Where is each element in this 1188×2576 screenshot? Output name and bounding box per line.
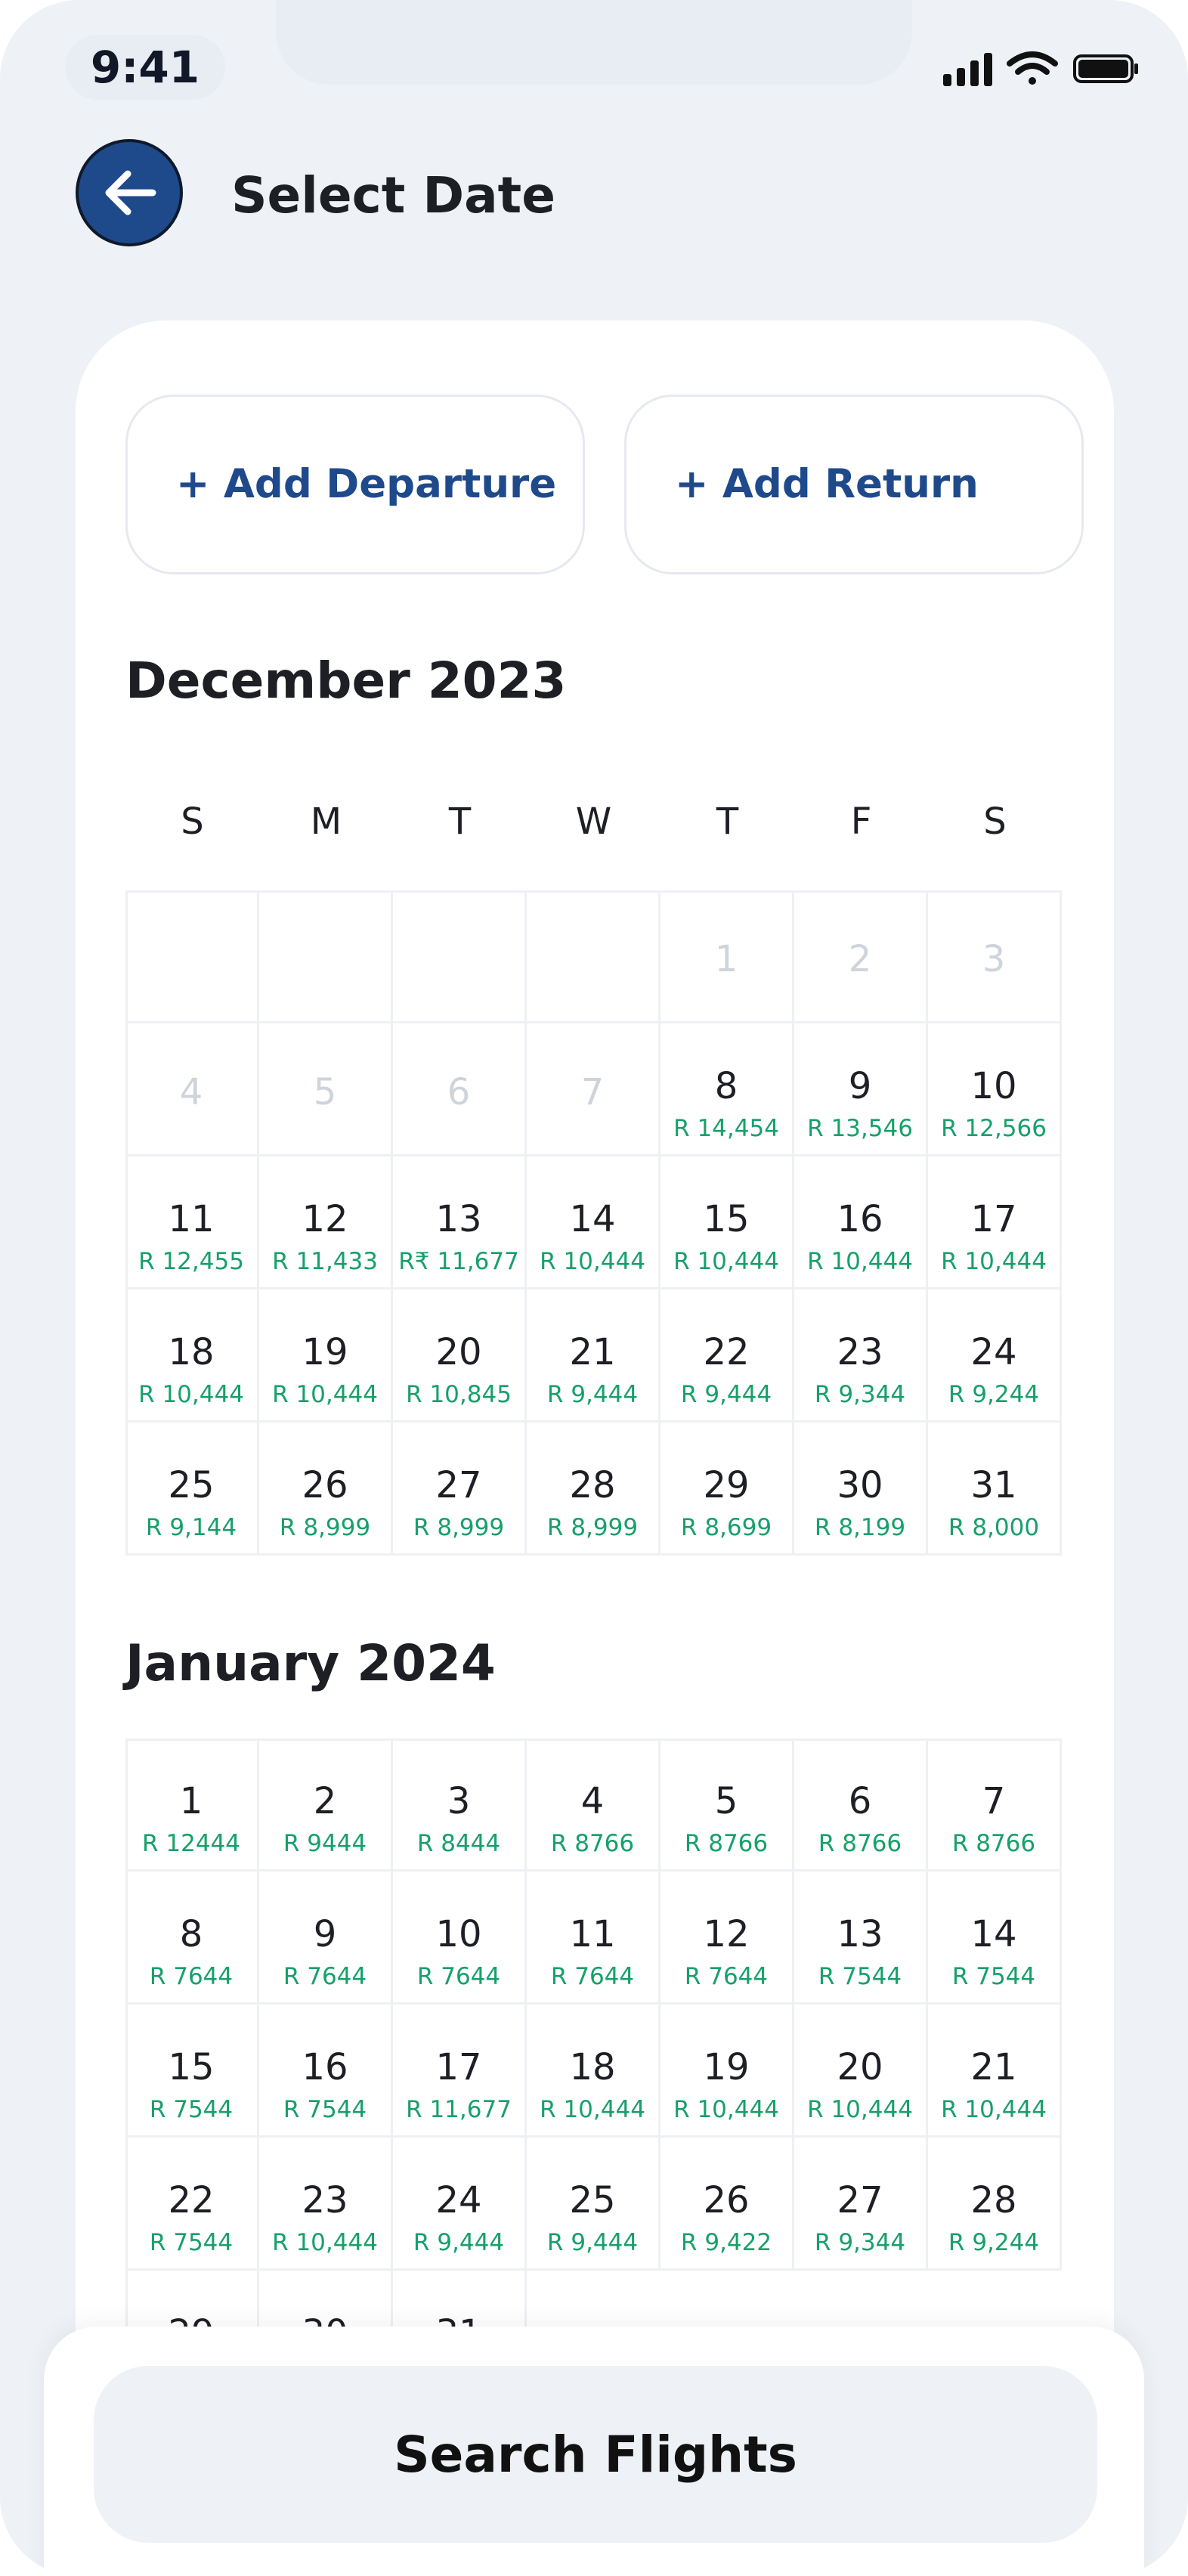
calendar-day-cell[interactable] xyxy=(794,2138,928,2271)
day-price: R 14,454 xyxy=(673,1115,779,1142)
day-number: 5 xyxy=(313,1071,337,1113)
day-price: R 12444 xyxy=(141,1830,240,1857)
calendar-day-cell[interactable] xyxy=(393,1738,527,1872)
day-number: 28 xyxy=(970,2179,1017,2221)
device-notch xyxy=(276,0,912,85)
day-price: R 7644 xyxy=(149,1963,234,1990)
day-number: 24 xyxy=(970,1331,1017,1373)
day-number: 27 xyxy=(435,1464,482,1506)
day-number: 24 xyxy=(435,2179,482,2221)
battery-icon xyxy=(1075,56,1138,82)
calendar-day-cell[interactable] xyxy=(527,1156,661,1290)
day-price: R 9,344 xyxy=(814,2229,906,2256)
calendar-empty-cell xyxy=(259,890,393,1023)
day-price: R 10,444 xyxy=(540,1248,645,1275)
day-price: R 8766 xyxy=(684,1830,769,1857)
day-number: 21 xyxy=(970,2046,1017,2088)
day-price: R 7644 xyxy=(550,1963,635,1990)
calendar-day-cell[interactable] xyxy=(794,2005,928,2138)
day-price: R 10,444 xyxy=(807,1248,913,1275)
day-number: 22 xyxy=(168,2179,215,2221)
day-price: R 9,444 xyxy=(546,2229,639,2256)
calendar-day-cell xyxy=(125,1023,259,1156)
calendar-day-cell[interactable] xyxy=(794,1290,928,1423)
day-number: 17 xyxy=(435,2046,482,2088)
calendar-day-cell[interactable] xyxy=(928,1738,1062,1872)
day-price: R 8,999 xyxy=(279,1514,371,1541)
day-price: R 7544 xyxy=(149,2096,234,2123)
calendar-day-cell xyxy=(661,890,794,1023)
day-price: R 10,444 xyxy=(941,2096,1047,2123)
day-number: 30 xyxy=(837,1464,883,1506)
calendar-day-cell[interactable] xyxy=(125,1290,259,1423)
calendar-day-cell[interactable] xyxy=(527,1738,661,1872)
calendar-day-cell[interactable] xyxy=(661,2005,794,2138)
calendar-day-cell[interactable] xyxy=(661,1872,794,2005)
day-price: R 7544 xyxy=(818,1963,902,1990)
calendar-day-cell[interactable] xyxy=(928,1423,1062,1556)
day-price: R 10,444 xyxy=(272,1381,378,1408)
calendar-day-cell[interactable] xyxy=(125,1872,259,2005)
wifi-icon xyxy=(1010,54,1055,85)
day-number: 21 xyxy=(569,1331,616,1373)
day-price: R 9,422 xyxy=(680,2229,772,2256)
day-price: R 11,677 xyxy=(406,2096,512,2123)
day-price: R 10,444 xyxy=(941,1248,1047,1275)
day-number: 7 xyxy=(982,1780,1006,1822)
day-number: 10 xyxy=(970,1065,1017,1107)
day-price: R 10,444 xyxy=(272,2229,378,2256)
day-number: 13 xyxy=(837,1913,883,1955)
day-number: 22 xyxy=(703,1331,750,1373)
calendar-day-cell[interactable] xyxy=(928,2138,1062,2271)
day-price: R 10,845 xyxy=(406,1381,512,1408)
calendar-day-cell[interactable] xyxy=(393,1423,527,1556)
calendar-day-cell[interactable] xyxy=(527,1872,661,2005)
day-number: 10 xyxy=(435,1913,482,1955)
day-price: R 11,433 xyxy=(272,1248,378,1275)
day-number: 8 xyxy=(179,1913,203,1955)
day-number: 26 xyxy=(703,2179,750,2221)
search-flights-button[interactable]: Search Flights xyxy=(94,2366,1097,2543)
day-number: 9 xyxy=(313,1913,337,1955)
day-number: 9 xyxy=(848,1065,872,1107)
day-price: R 13,546 xyxy=(807,1115,913,1142)
day-number: 7 xyxy=(580,1071,605,1113)
day-price: R 9,144 xyxy=(145,1514,237,1541)
month-title-january: January 2024 xyxy=(125,1634,496,1692)
calendar-day-cell[interactable] xyxy=(259,1156,393,1290)
calendar-day-cell xyxy=(928,890,1062,1023)
day-price: R 9,444 xyxy=(546,1381,639,1408)
weekday-label: S xyxy=(181,800,204,843)
calendar-day-cell[interactable] xyxy=(259,1738,393,1872)
calendar-day-cell[interactable] xyxy=(125,1423,259,1556)
calendar-day-cell[interactable] xyxy=(125,2005,259,2138)
weekday-label: F xyxy=(850,800,872,843)
calendar-day-cell[interactable] xyxy=(393,1290,527,1423)
day-number: 5 xyxy=(714,1780,738,1822)
calendar-day-cell[interactable] xyxy=(125,1156,259,1290)
day-number: 20 xyxy=(435,1331,482,1373)
calendar-day-cell[interactable] xyxy=(661,1156,794,1290)
day-price: R 10,444 xyxy=(807,2096,913,2123)
day-price: R 9,444 xyxy=(680,1381,772,1408)
arrow-left-icon xyxy=(75,139,226,246)
day-price: R 8,699 xyxy=(680,1514,772,1541)
weekday-label: T xyxy=(716,800,739,843)
day-number: 19 xyxy=(302,1331,348,1373)
weekday-label: S xyxy=(983,800,1007,843)
add-departure-button[interactable] xyxy=(125,395,585,574)
day-number: 3 xyxy=(447,1780,471,1822)
day-number: 3 xyxy=(982,938,1006,980)
day-number: 1 xyxy=(179,1780,203,1822)
day-price: R 9444 xyxy=(283,1830,367,1857)
day-number: 31 xyxy=(970,1464,1017,1506)
calendar-day-cell[interactable] xyxy=(661,2138,794,2271)
day-number: 13 xyxy=(435,1198,482,1240)
calendar-day-cell xyxy=(527,1023,661,1156)
day-number: 11 xyxy=(168,1198,215,1240)
day-number: 14 xyxy=(970,1913,1017,1955)
day-price: R 9,444 xyxy=(413,2229,505,2256)
calendar-day-cell[interactable] xyxy=(393,2138,527,2271)
calendar-day-cell[interactable] xyxy=(928,1290,1062,1423)
calendar-day-cell[interactable] xyxy=(928,2005,1062,2138)
calendar-day-cell xyxy=(259,1023,393,1156)
calendar-day-cell[interactable] xyxy=(259,1290,393,1423)
day-number: 2 xyxy=(848,938,872,980)
calendar-day-cell[interactable] xyxy=(527,1290,661,1423)
day-price: R 8766 xyxy=(818,1830,902,1857)
calendar-day-cell[interactable] xyxy=(259,1872,393,2005)
day-number: 15 xyxy=(703,1198,750,1240)
day-number: 2 xyxy=(313,1780,337,1822)
day-number: 25 xyxy=(168,1464,215,1506)
back-button[interactable] xyxy=(75,139,232,249)
calendar-day-cell[interactable] xyxy=(259,2005,393,2138)
calendar-day-cell xyxy=(794,890,928,1023)
day-number: 12 xyxy=(703,1913,750,1955)
calendar-day-cell[interactable] xyxy=(393,2005,527,2138)
day-number: 8 xyxy=(714,1065,738,1107)
day-price: R₹ 11,677 xyxy=(398,1248,519,1275)
day-number: 12 xyxy=(302,1198,348,1240)
calendar-day-cell[interactable] xyxy=(928,1023,1062,1156)
day-number: 18 xyxy=(569,2046,616,2088)
day-number: 4 xyxy=(580,1780,605,1822)
day-price: R 10,444 xyxy=(673,2096,779,2123)
calendar-day-cell[interactable] xyxy=(259,2138,393,2271)
day-price: R 8,000 xyxy=(948,1514,1040,1541)
day-number: 25 xyxy=(569,2179,616,2221)
calendar-day-cell[interactable] xyxy=(794,1023,928,1156)
day-number: 1 xyxy=(714,938,738,980)
day-price: R 8444 xyxy=(416,1830,501,1857)
day-number: 16 xyxy=(837,1198,883,1240)
calendar-day-cell[interactable] xyxy=(259,1423,393,1556)
calendar-day-cell[interactable] xyxy=(393,1872,527,2005)
day-price: R 10,444 xyxy=(673,1248,779,1275)
calendar-day-cell[interactable] xyxy=(527,2138,661,2271)
day-number: 19 xyxy=(703,2046,750,2088)
day-number: 15 xyxy=(168,2046,215,2088)
day-price: R 9,344 xyxy=(814,1381,906,1408)
calendar-day-cell xyxy=(393,1023,527,1156)
calendar-day-cell[interactable] xyxy=(527,2005,661,2138)
calendar-day-cell[interactable] xyxy=(928,1872,1062,2005)
weekday-label: W xyxy=(575,800,612,843)
day-price: R 7544 xyxy=(951,1963,1036,1990)
day-price: R 8,199 xyxy=(814,1514,906,1541)
day-number: 20 xyxy=(837,2046,883,2088)
calendar-day-cell[interactable] xyxy=(527,1423,661,1556)
day-number: 11 xyxy=(569,1913,616,1955)
weekday-label: T xyxy=(448,800,472,843)
calendar-day-cell[interactable] xyxy=(393,1156,527,1290)
calendar-day-cell[interactable] xyxy=(125,2138,259,2271)
day-price: R 8766 xyxy=(550,1830,635,1857)
add-return-button[interactable] xyxy=(624,395,1084,574)
day-number: 4 xyxy=(179,1071,203,1113)
day-price: R 7544 xyxy=(149,2229,234,2256)
day-price: R 8,999 xyxy=(413,1514,505,1541)
day-price: R 8766 xyxy=(951,1830,1036,1857)
day-number: 18 xyxy=(168,1331,215,1373)
calendar-day-cell[interactable] xyxy=(661,1423,794,1556)
calendar-day-cell[interactable] xyxy=(125,1738,259,1872)
day-number: 6 xyxy=(848,1780,872,1822)
day-price: R 9,244 xyxy=(948,2229,1040,2256)
day-price: R 8,999 xyxy=(546,1514,639,1541)
day-number: 27 xyxy=(837,2179,883,2221)
calendar-day-cell[interactable] xyxy=(794,1423,928,1556)
add-departure-label: + Add Departure xyxy=(176,461,557,507)
day-number: 23 xyxy=(837,1331,883,1373)
day-price: R 7644 xyxy=(684,1963,769,1990)
calendar-day-cell[interactable] xyxy=(794,1156,928,1290)
calendar-empty-cell xyxy=(393,890,527,1023)
status-icons xyxy=(940,47,1141,89)
calendar-day-cell[interactable] xyxy=(794,1738,928,1872)
day-price: R 7644 xyxy=(416,1963,501,1990)
calendar-empty-cell xyxy=(527,890,661,1023)
day-number: 6 xyxy=(447,1071,471,1113)
cellular-signal-icon xyxy=(943,53,992,86)
day-number: 28 xyxy=(569,1464,616,1506)
calendar-empty-cell xyxy=(125,890,259,1023)
weekday-label: M xyxy=(310,800,342,843)
day-number: 29 xyxy=(703,1464,750,1506)
day-price: R 12,566 xyxy=(941,1115,1047,1142)
page-title: Select Date xyxy=(231,166,555,224)
day-price: R 10,444 xyxy=(540,2096,645,2123)
day-number: 17 xyxy=(970,1198,1017,1240)
day-number: 23 xyxy=(302,2179,348,2221)
calendar-day-cell[interactable] xyxy=(661,1023,794,1156)
month-title-december: December 2023 xyxy=(125,652,567,710)
calendar-day-cell[interactable] xyxy=(661,1290,794,1423)
day-price: R 7544 xyxy=(283,2096,367,2123)
calendar-day-cell[interactable] xyxy=(928,1156,1062,1290)
day-price: R 10,444 xyxy=(138,1381,244,1408)
add-return-label: + Add Return xyxy=(675,461,979,507)
day-number: 14 xyxy=(569,1198,616,1240)
calendar-day-cell[interactable] xyxy=(661,1738,794,1872)
day-price: R 9,244 xyxy=(948,1381,1040,1408)
status-time: 9:41 xyxy=(90,42,200,93)
day-number: 26 xyxy=(302,1464,348,1506)
day-price: R 7644 xyxy=(283,1963,367,1990)
calendar-day-cell[interactable] xyxy=(794,1872,928,2005)
day-number: 16 xyxy=(302,2046,348,2088)
day-price: R 12,455 xyxy=(138,1248,244,1275)
